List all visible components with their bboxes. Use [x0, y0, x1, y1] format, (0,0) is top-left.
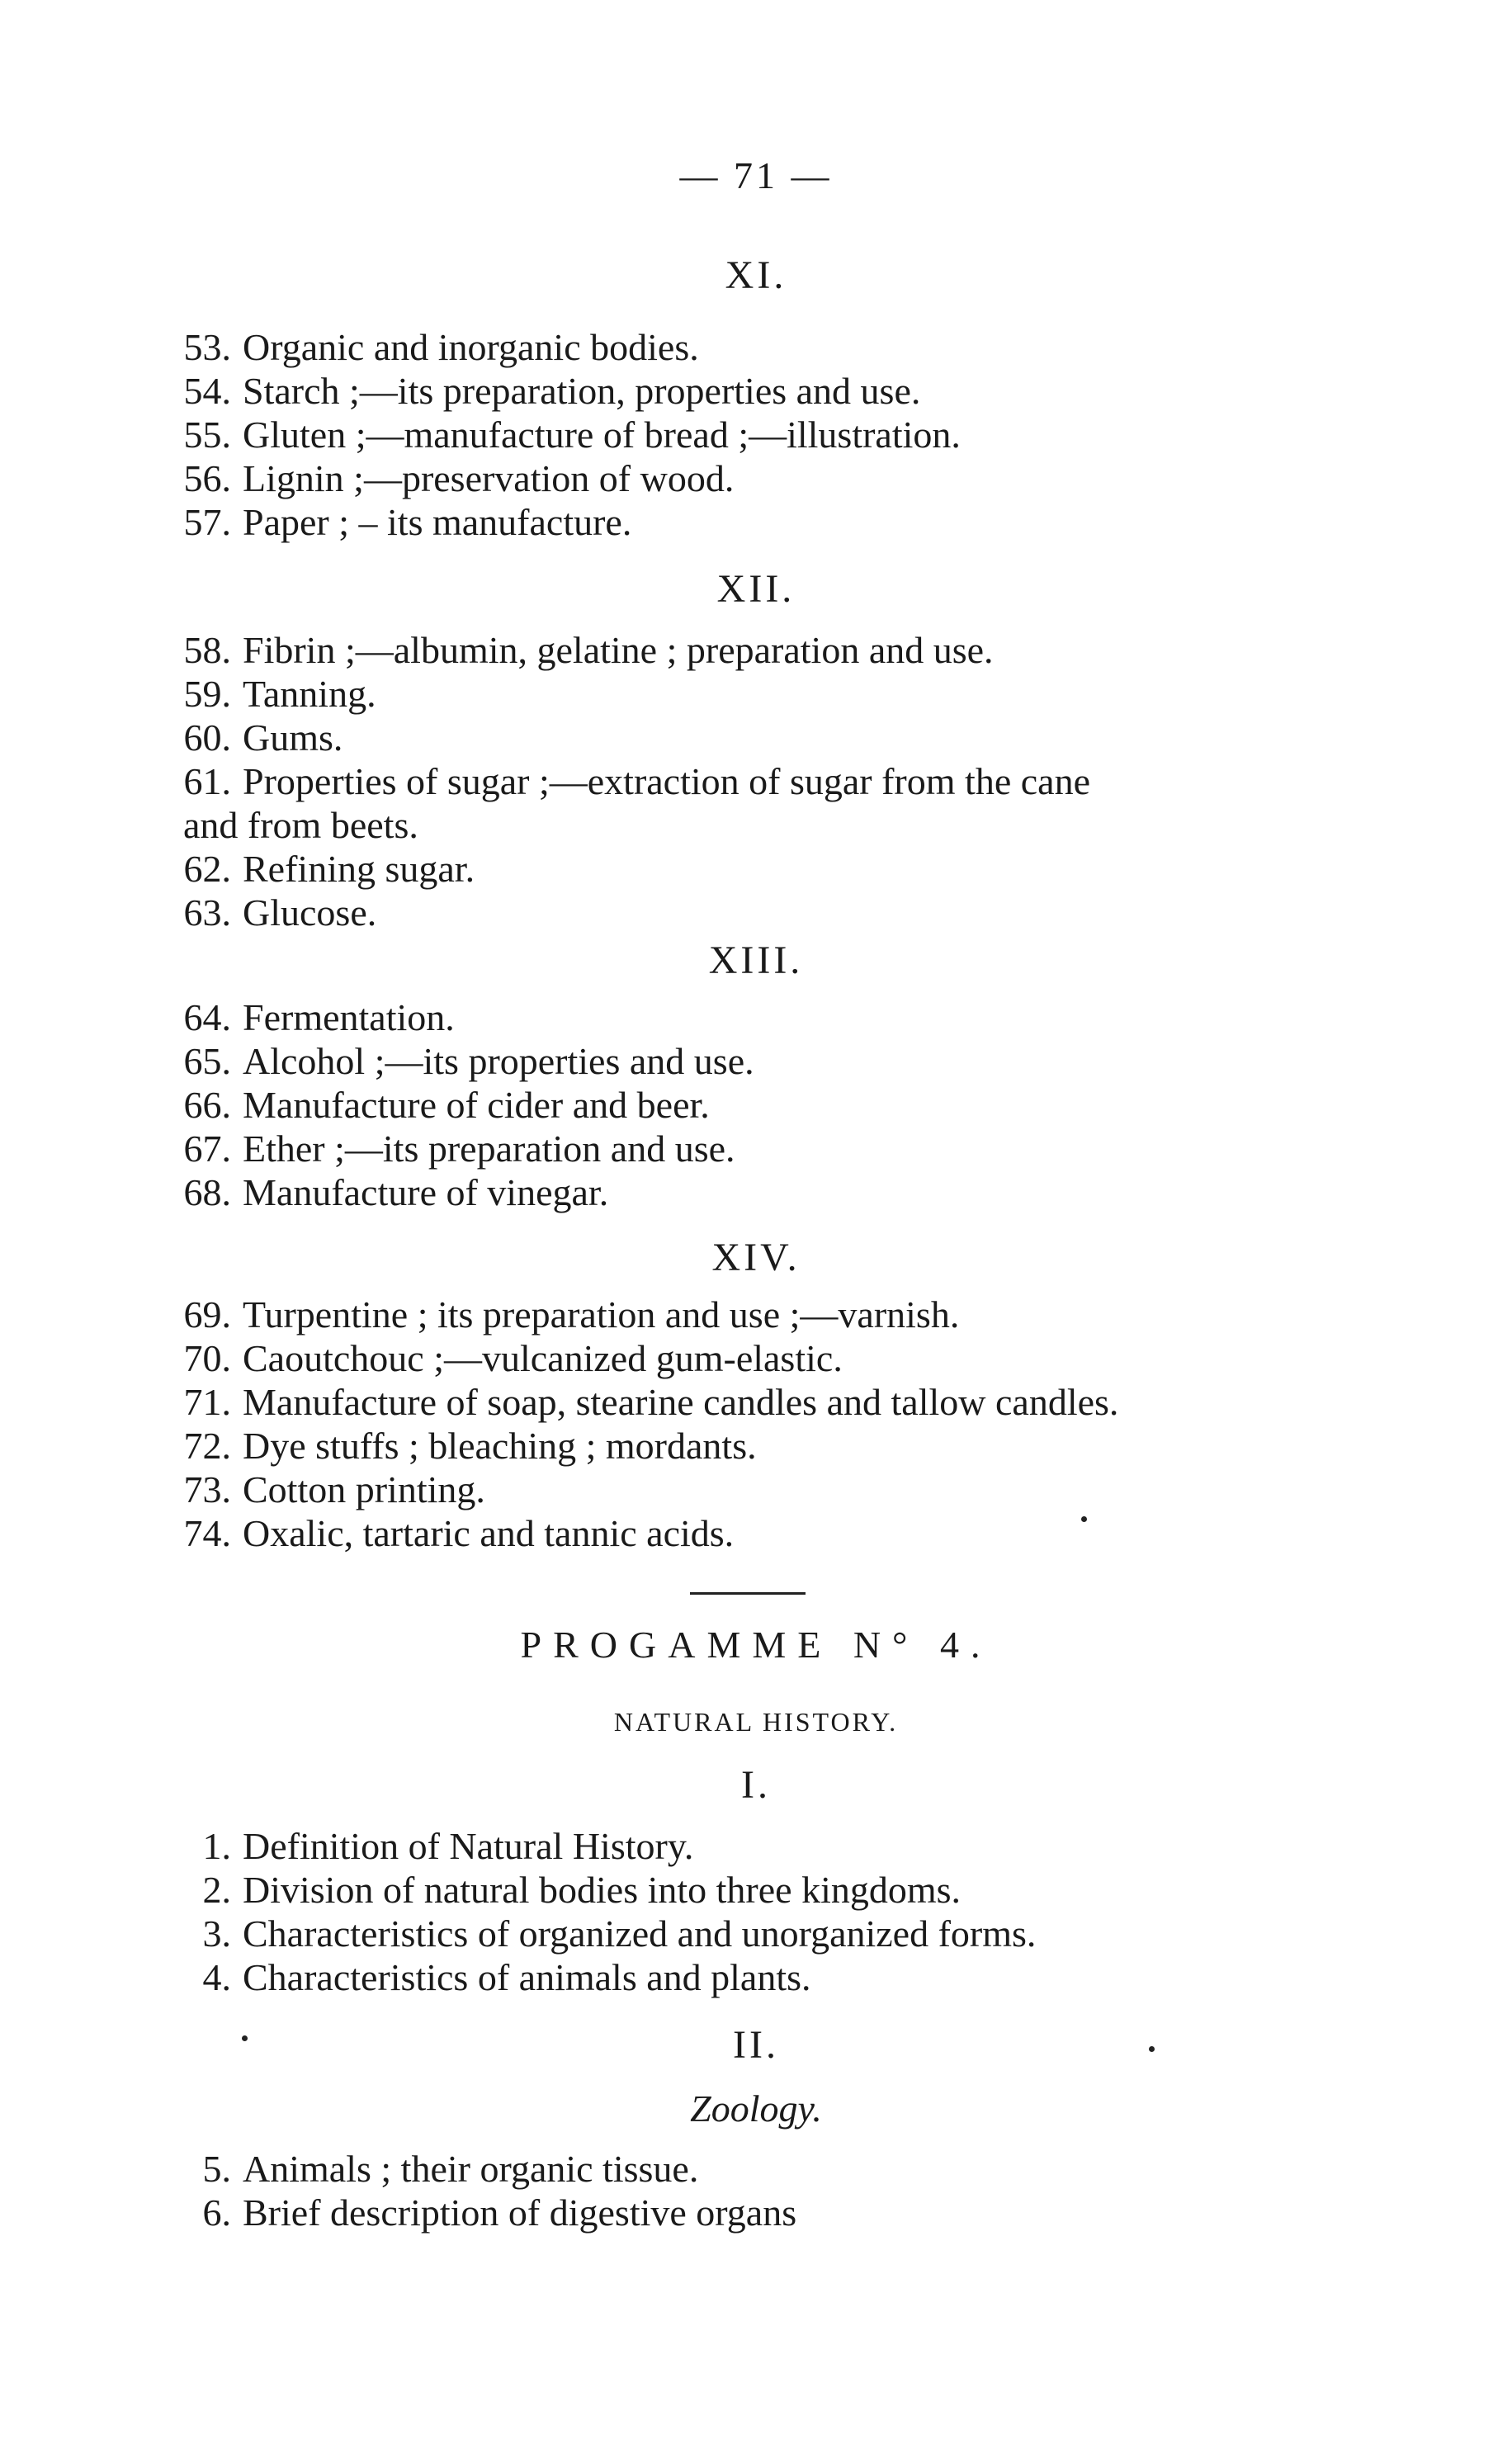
item-number: 66. — [183, 1084, 231, 1126]
list-item — [140, 760, 1090, 802]
list-item — [140, 675, 376, 713]
item-number: 4. — [202, 1956, 231, 1998]
item-text: Animals ; their organic tissue. — [243, 2148, 699, 2190]
list-item — [140, 326, 699, 368]
page-number: — 71 — — [679, 154, 833, 196]
item-text: Alcohol ;—its properties and use. — [243, 1040, 754, 1082]
item-text: Manufacture of soap, stearine candles and tallow candles. — [243, 1381, 1119, 1423]
section-heading-i: I. — [741, 1763, 771, 1807]
item-number: 62. — [183, 848, 231, 890]
item-number: 58. — [183, 629, 231, 671]
item-text: Oxalic, tartaric and tannic acids. — [243, 1512, 735, 1554]
item-number: 67. — [183, 1127, 231, 1170]
list-item — [140, 1871, 961, 1909]
section-heading-xiii: XIII. — [708, 938, 804, 982]
section-heading-xi: XI. — [725, 253, 787, 297]
item-text: Manufacture of cider and beer. — [243, 1084, 710, 1126]
section-divider — [690, 1592, 806, 1595]
item-number: 73. — [183, 1468, 231, 1510]
print-speck — [1081, 1516, 1087, 1522]
item-text: Gums. — [243, 716, 343, 759]
item-number: 59. — [183, 673, 231, 715]
item-text: Division of natural bodies into three kingdoms. — [243, 1869, 962, 1911]
list-item — [140, 1827, 693, 1865]
list-item — [140, 891, 377, 934]
item-number: 72. — [183, 1425, 231, 1467]
item-number: 55. — [183, 414, 231, 456]
list-item — [140, 1912, 1037, 1955]
item-number: 61. — [183, 760, 231, 802]
item-text: Caoutchouc ;—vulcanized gum-elastic. — [243, 1337, 843, 1379]
programme-title: PROGAMME N° 4. — [520, 1624, 992, 1666]
list-item — [140, 1042, 754, 1080]
list-item — [140, 716, 343, 759]
list-item — [140, 1086, 710, 1124]
item-number: 1. — [202, 1825, 231, 1867]
list-item — [140, 1427, 757, 1465]
item-text: Brief description of digestive organs — [243, 2191, 797, 2234]
item-text: Glucose. — [243, 891, 377, 934]
item-text: Characteristics of organized and unorganized forms. — [243, 1912, 1037, 1955]
subject-title: NATURAL HISTORY. — [613, 1707, 899, 1737]
list-item — [140, 1171, 609, 1213]
list-item — [140, 1127, 735, 1170]
section-heading-xiv: XIV. — [711, 1236, 801, 1279]
item-number: 69. — [183, 1293, 231, 1336]
item-number: 65. — [183, 1040, 231, 1082]
section-heading-xii: XII. — [716, 567, 796, 611]
list-item — [140, 1293, 960, 1336]
item-text: Starch ;—its preparation, properties and use. — [243, 370, 921, 412]
item-number: 68. — [183, 1171, 231, 1213]
item-text: Organic and inorganic bodies. — [243, 326, 699, 368]
list-item — [140, 503, 631, 541]
list-item — [140, 1383, 1118, 1421]
item-number: 56. — [183, 457, 231, 499]
list-item — [140, 631, 994, 669]
section-heading-ii: II. — [733, 2023, 779, 2067]
list-item — [140, 416, 961, 454]
item-number: 2. — [202, 1869, 231, 1911]
item-text: Ether ;—its preparation and use. — [243, 1127, 735, 1170]
item-text: Dye stuffs ; bleaching ; mordants. — [243, 1425, 757, 1467]
item-number: 60. — [183, 716, 231, 759]
list-item — [140, 996, 455, 1038]
item-text: Lignin ;—preservation of wood. — [243, 457, 735, 499]
item-text: Paper ; – its manufacture. — [243, 501, 632, 543]
list-item — [140, 457, 735, 499]
item-text: Properties of sugar ;—extraction of sugar from the cane — [243, 760, 1090, 802]
item-number: 5. — [202, 2148, 231, 2190]
item-text: Manufacture of vinegar. — [243, 1171, 609, 1213]
item-number: 70. — [183, 1337, 231, 1379]
list-item — [140, 2150, 698, 2188]
list-item — [140, 2191, 797, 2234]
item-number: 6. — [202, 2191, 231, 2234]
list-item — [140, 372, 920, 410]
item-text: Characteristics of animals and plants. — [243, 1956, 811, 1998]
item-text: Refining sugar. — [243, 848, 475, 890]
list-item — [140, 1956, 811, 1998]
item-text: Cotton printing. — [243, 1468, 485, 1510]
list-item-continuation: and from beets. — [183, 804, 418, 846]
item-text: Fermentation. — [243, 996, 455, 1038]
item-number: 64. — [183, 996, 231, 1038]
subsection-title-zoology: Zoology. — [690, 2087, 822, 2130]
list-item — [140, 1337, 843, 1379]
item-number: 57. — [183, 501, 231, 543]
list-item — [140, 850, 475, 888]
item-text: Definition of Natural History. — [243, 1825, 694, 1867]
item-number: 74. — [183, 1512, 231, 1554]
list-item — [140, 1512, 735, 1554]
item-number: 63. — [183, 891, 231, 934]
item-number: 53. — [183, 326, 231, 368]
item-text: Fibrin ;—albumin, gelatine ; preparation and use. — [243, 629, 994, 671]
item-text: Turpentine ; its preparation and use ;—varnish. — [243, 1293, 960, 1336]
item-text: Tanning. — [243, 673, 376, 715]
item-number: 3. — [202, 1912, 231, 1955]
list-item — [140, 1468, 485, 1510]
item-number: 71. — [183, 1381, 231, 1423]
item-text: Gluten ;—manufacture of bread ;—illustration. — [243, 414, 961, 456]
item-number: 54. — [183, 370, 231, 412]
